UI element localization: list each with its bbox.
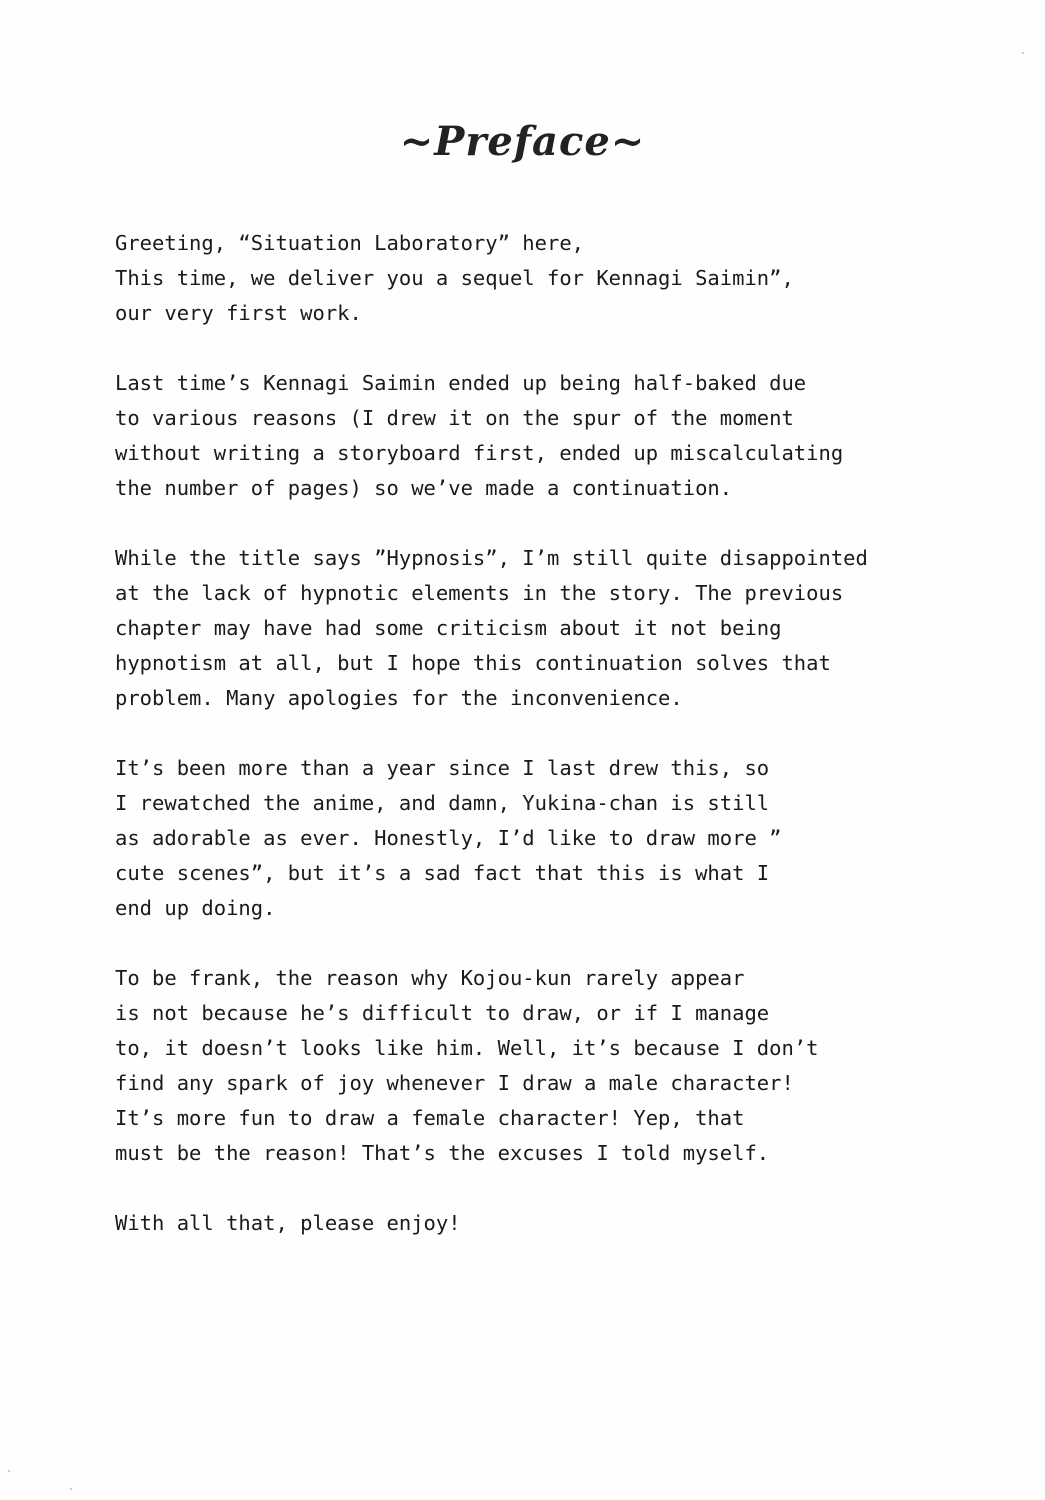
page-title: ~Preface~	[399, 118, 646, 165]
text-line: Greeting, “Situation Laboratory” here,	[115, 231, 584, 255]
paragraph-closing	[115, 1206, 915, 1241]
text-line: is not because he’s difficult to draw, or if I manage	[115, 1001, 770, 1025]
text-line: It’s been more than a year since I last drew this, so	[115, 756, 770, 780]
text-line: chapter may have had some criticism about it not being	[115, 616, 782, 640]
paragraph-hypnosis	[115, 541, 915, 716]
text-line: to various reasons (I drew it on the spur of the moment	[115, 406, 794, 430]
text-line: problem. Many apologies for the inconvenience.	[115, 686, 683, 710]
text-line: our very first work.	[115, 301, 362, 325]
text-line: the number of pages) so we’ve made a continuation.	[115, 476, 733, 500]
text-line: It’s more fun to draw a female character! Yep, that	[115, 1106, 745, 1130]
text-line: While the title says ”Hypnosis”, I’m still quite disappointed	[115, 546, 868, 570]
paragraph-rewatched	[115, 751, 915, 926]
text-line: at the lack of hypnotic elements in the story. The previous	[115, 581, 844, 605]
text-line: cute scenes”, but it’s a sad fact that this is what I	[115, 861, 770, 885]
scan-speck	[8, 1470, 10, 1472]
text-line: With all that, please enjoy!	[115, 1211, 461, 1235]
paragraph-kojou	[115, 961, 915, 1171]
text-line: to, it doesn’t looks like him. Well, it’s because I don’t	[115, 1036, 819, 1060]
text-line: Last time’s Kennagi Saimin ended up being half-baked due	[115, 371, 807, 395]
text-line: end up doing.	[115, 896, 276, 920]
scan-speck	[70, 1488, 72, 1490]
paragraph-last-time	[115, 366, 915, 506]
text-line: as adorable as ever. Honestly, I’d like to draw more ”	[115, 826, 782, 850]
text-line: find any spark of joy whenever I draw a male character!	[115, 1071, 794, 1095]
text-line: without writing a storyboard first, ended up miscalculating	[115, 441, 844, 465]
text-line: This time, we deliver you a sequel for Kennagi Saimin”,	[115, 266, 794, 290]
scan-speck	[1022, 52, 1024, 54]
text-line: must be the reason! That’s the excuses I told myself.	[115, 1141, 770, 1165]
text-line: I rewatched the anime, and damn, Yukina-chan is still	[115, 791, 770, 815]
text-line: To be frank, the reason why Kojou-kun rarely appear	[115, 966, 745, 990]
text-line: hypnotism at all, but I hope this continuation solves that	[115, 651, 831, 675]
preface-body	[115, 226, 915, 1241]
paragraph-greeting	[115, 226, 915, 331]
